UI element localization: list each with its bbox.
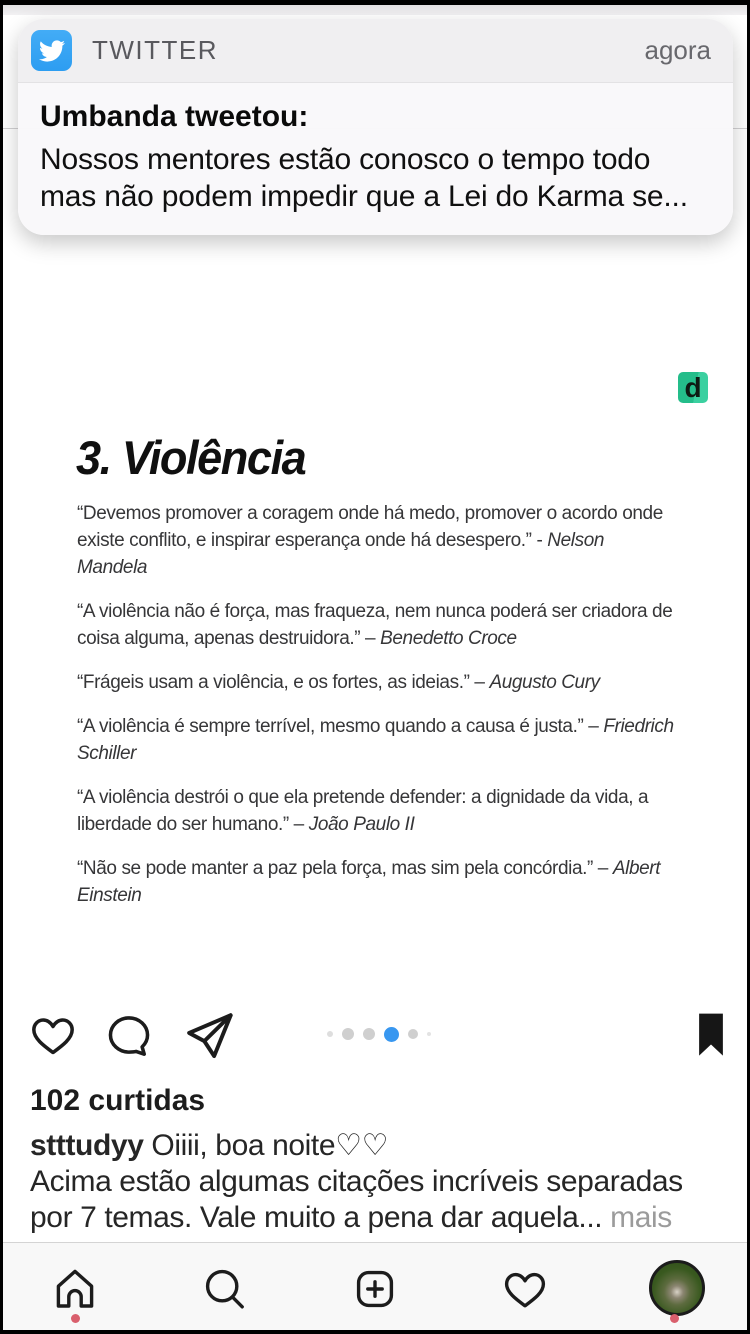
like-button[interactable] [28, 1010, 78, 1060]
twitter-app-icon [31, 30, 72, 71]
home-icon [51, 1265, 99, 1313]
quote-paragraph: “Frágeis usam a violência, e os fortes, as ideias.” – Augusto Cury [77, 672, 600, 693]
plus-square-icon [351, 1265, 399, 1313]
profile-tab-avatar[interactable] [649, 1260, 705, 1316]
notification-title: Umbanda tweetou: [40, 100, 309, 133]
carousel-dot [342, 1028, 354, 1040]
quote-paragraph: “Devemos promover a coragem onde há medo, promover o acordo onde existe conflito, e inspirar esperança onde há desespero.” - Nelson Mandela [77, 503, 663, 578]
carousel-dots[interactable] [327, 1026, 431, 1042]
notification-body [18, 83, 733, 215]
post-caption [30, 1128, 730, 1236]
comment-button[interactable] [104, 1010, 154, 1060]
new-post-tab[interactable] [351, 1265, 399, 1313]
caption-text-line: por 7 temas. Vale muito a pena dar aquela... [30, 1201, 611, 1234]
notification-header [18, 19, 733, 83]
activity-tab[interactable] [501, 1265, 549, 1313]
notification-timestamp: agora [644, 35, 711, 65]
carousel-dot [408, 1029, 418, 1039]
quote-paragraph: “A violência não é força, mas fraqueza, nem nunca poderá ser criadora de coisa alguma, apenas destruidora.” – Benedetto Croce [77, 601, 673, 649]
bottom-tab-bar [0, 1242, 750, 1331]
search-icon [201, 1265, 249, 1313]
status-bar-area [0, 5, 750, 15]
notification-text-line: mas não podem impedir que a Lei do Karma se... [40, 180, 688, 213]
quote-paragraph: “Não se pode manter a paz pela força, mas sim pela concórdia.” – Albert Einstein [77, 858, 661, 906]
notification-text-line: Nossos mentores estão conosco o tempo todo [40, 143, 651, 176]
publisher-logo: d [678, 372, 708, 403]
likes-count[interactable]: 102 curtidas [30, 1084, 206, 1117]
caption-text-line: Acima estão algumas citações incríveis separadas [30, 1165, 683, 1198]
quote-card-title: 3. Violência [76, 431, 306, 484]
caption-more-link[interactable]: mais [610, 1201, 672, 1234]
carousel-dot [427, 1032, 431, 1036]
notification-app-name: TWITTER [92, 35, 219, 65]
quote-paragraph: “A violência é sempre terrível, mesmo quando a causa é justa.” – Friedrich Schiller [77, 716, 674, 764]
home-tab[interactable] [51, 1265, 99, 1313]
search-tab[interactable] [201, 1265, 249, 1313]
quote-paragraph: “A violência destrói o que ela pretende defender: a dignidade da vida, a liberdade do ser humano.” – João Paulo II [77, 787, 649, 835]
carousel-dot [384, 1027, 399, 1042]
notification-banner[interactable] [18, 19, 733, 235]
twitter-bird-icon [39, 38, 65, 64]
caption-greeting: Oiiii, boa noite♡♡ [143, 1129, 389, 1162]
heart-icon [501, 1265, 549, 1313]
carousel-dot [327, 1031, 333, 1037]
profile-notification-dot [670, 1314, 679, 1323]
share-button[interactable] [181, 1008, 237, 1064]
carousel-dot [363, 1028, 375, 1040]
bookmark-button[interactable] [692, 1008, 730, 1062]
post-username[interactable]: stttudyy [30, 1129, 144, 1162]
quote-list [77, 500, 677, 926]
home-notification-dot [71, 1314, 80, 1323]
